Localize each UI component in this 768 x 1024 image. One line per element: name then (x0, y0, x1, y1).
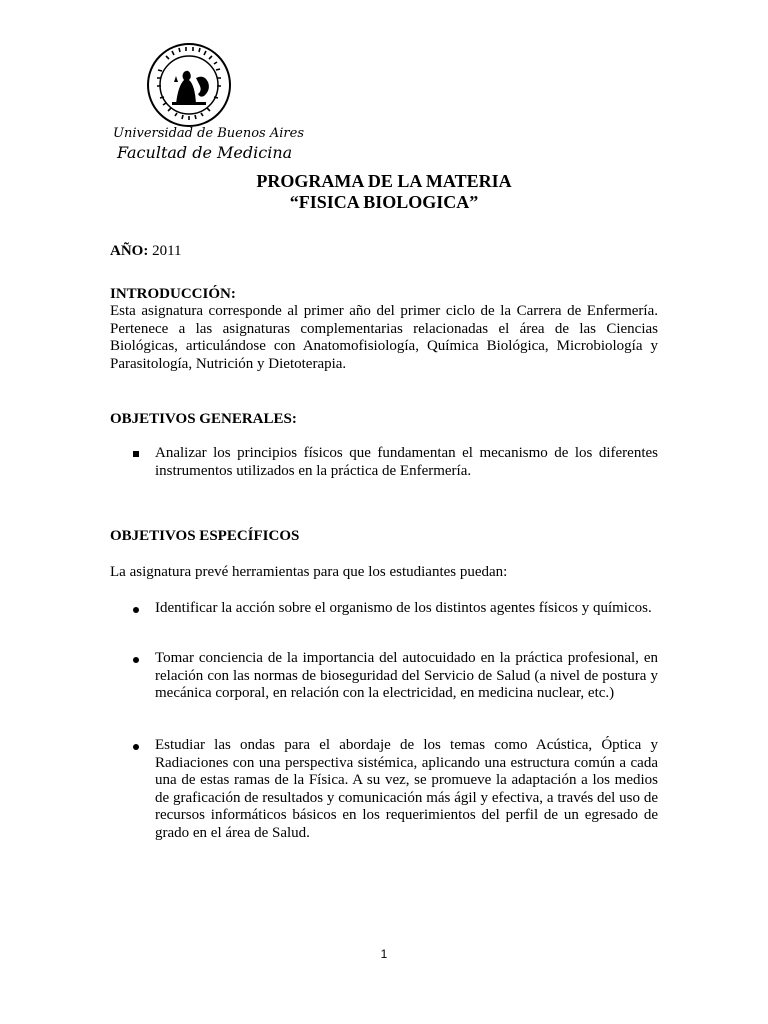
specific-objective-item: Tomar conciencia de la importancia del autocuidado en la práctica profesional, en relación con las normas de bioseguridad del Servicio de Salud (a nivel de postura y mecánica corporal, en relación con la electricidad, en medicina nuclear, etc.) (155, 650, 658, 701)
specific-objectives-lead: La asignatura prevé herramientas para que los estudiantes puedan: (110, 564, 508, 580)
university-name: Universidad de Buenos Aires (113, 126, 304, 141)
specific-objective-item: Estudiar las ondas para el abordaje de los temas como Acústica, Óptica y Radiaciones con una perspectiva sistémica, aplicando una estructura común a cada una de estas ramas de la Física. A su vez, se promueve la adaptación a los medios de graficación de resultados y comunicación más ágil y efectiva, a través del uso de recursos informáticos básicos en los requerimientos del perfil de un egresado de grado en el área de Salud. (155, 737, 658, 841)
introduction-text (110, 303, 658, 373)
general-objective-item: Analizar los principios físicos que fundamentan el mecanismo de los diferentes instrumentos utilizados en la práctica de Enfermería. (155, 445, 658, 479)
faculty-name: Facultad de Medicina (117, 143, 293, 162)
introduction-paragraph: Esta asignatura corresponde al primer año del primer ciclo de la Carrera de Enfermería. Pertenece a las asignaturas complementarias relacionadas el área de las Ciencias Biológicas, articulándose con Anatomofisiología, Química Biológica, Microbiología y Parasitología, Nutrición y Dietoterapia. (110, 303, 658, 372)
document-title: PROGRAMA DE LA MATERIA (256, 171, 512, 191)
subject-title: “FISICA BIOLOGICA” (289, 192, 479, 212)
page-number: 1 (380, 947, 388, 961)
specific-objectives-heading: OBJETIVOS ESPECÍFICOS (110, 528, 300, 544)
year-value: 2011 (152, 243, 182, 259)
introduction-heading: INTRODUCCIÓN: (110, 286, 236, 302)
year-line (110, 243, 658, 261)
faculty-seal-logo (146, 42, 232, 128)
specific-objective-item: Identificar la acción sobre el organismo de los distintos agentes físicos y químicos. (155, 600, 652, 616)
general-objectives-heading: OBJETIVOS GENERALES: (110, 411, 297, 427)
year-label: AÑO: (110, 243, 149, 259)
